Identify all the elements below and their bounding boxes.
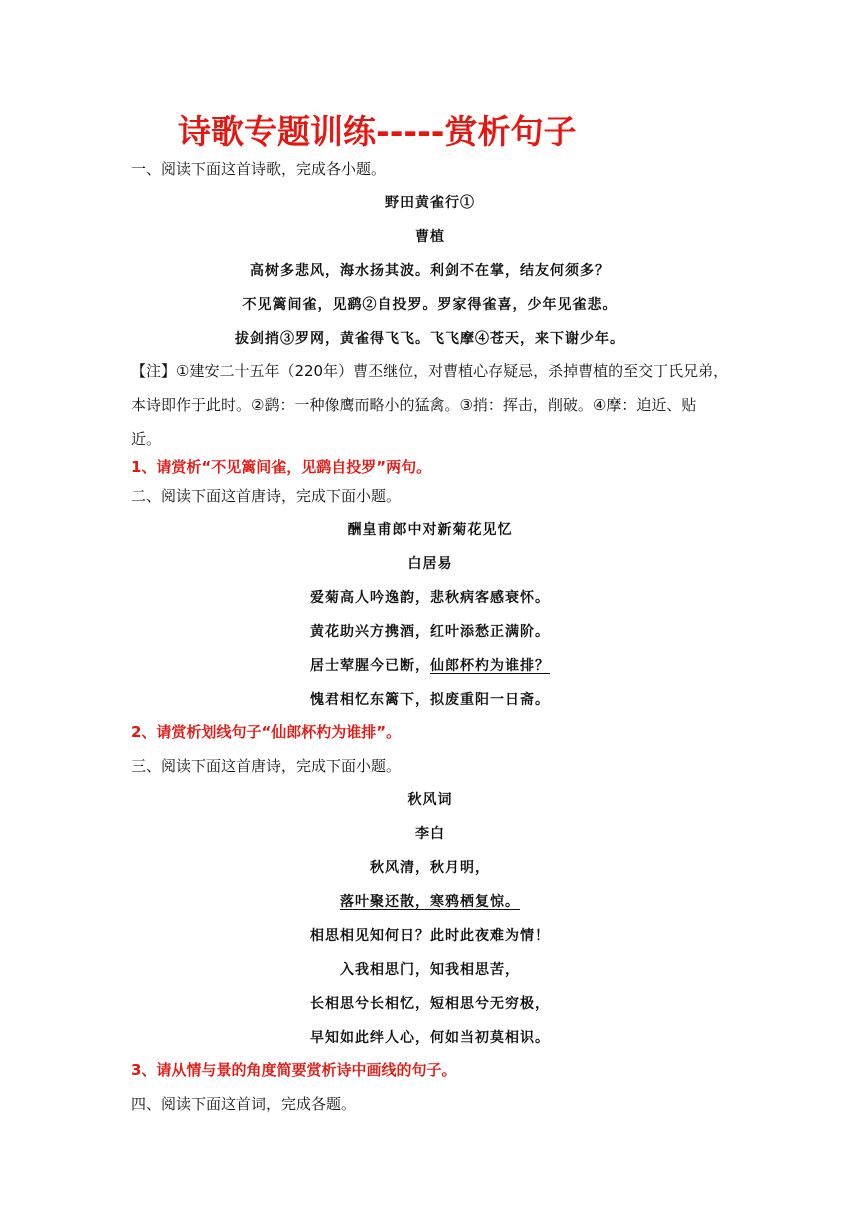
- underlined-sentence: 仙郎杯杓为谁排？: [430, 658, 550, 674]
- section-3-author: 李白: [415, 826, 445, 842]
- section-3-poem-title: 秋风词: [407, 792, 453, 808]
- section-1-poem-line: 不见篱间雀，见鹞②自投罗。罗家得雀喜，少年见雀悲。: [242, 297, 618, 313]
- section-1-note-line: 近。: [131, 430, 162, 448]
- section-3-poem-line: 长相思兮长相忆，短相思兮无穷极，: [310, 996, 550, 1012]
- section-1-note-line: 【注】①建安二十五年（220年）曹丕继位，对曹植心存疑忌，杀掉曹植的至交丁氏兄弟，: [131, 362, 729, 380]
- question-3: 3、请从情与景的角度简要赏析诗中画线的句子。: [131, 1061, 457, 1079]
- question-2: 2、请赏析划线句子“仙郎杯杓为谁排”。: [131, 723, 402, 741]
- section-2-poem-line: 爱菊高人吟逸韵，悲秋病客感衰怀。: [310, 590, 550, 606]
- question-1: 1、请赏析“不见篱间雀，见鹞自投罗”两句。: [131, 458, 432, 476]
- section-2-poem-line: 黄花助兴方携酒，红叶添愁正满阶。: [310, 624, 550, 640]
- section-3-poem-line: 秋风清，秋月明，: [370, 860, 490, 876]
- section-1-author: 曹植: [415, 229, 445, 245]
- section-3-poem-line: 入我相思门，知我相思苦，: [340, 962, 520, 978]
- section-2-author: 白居易: [407, 556, 453, 572]
- section-1-poem-title: 野田黄雀行①: [385, 195, 475, 211]
- section-1-note-line: 本诗即作于此时。②鹞：一种像鹰而略小的猛禽。③捎：挥击，削破。④摩：迫近、贴: [131, 396, 697, 414]
- underlined-sentence: 落叶聚还散，寒鸦栖复惊。: [340, 894, 520, 910]
- section-2-heading: 二、阅读下面这首唐诗，完成下面小题。: [131, 487, 402, 505]
- section-1-heading: 一、阅读下面这首诗歌，完成各小题。: [131, 160, 387, 178]
- section-3-poem-line: 相思相见知何日？此时此夜难为情！: [310, 928, 550, 944]
- section-2-poem-line: 愧君相忆东篱下，拟废重阳一日斋。: [310, 692, 550, 708]
- section-1-poem-line: 拔剑捎③罗网，黄雀得飞飞。飞飞摩④苍天，来下谢少年。: [235, 331, 625, 347]
- section-2-poem-title: 酬皇甫郎中对新菊花见忆: [347, 522, 513, 538]
- section-3-poem-line: 早知如此绊人心，何如当初莫相识。: [310, 1030, 550, 1046]
- section-2-poem-line-start: 居士荤腥今已断，: [310, 658, 430, 674]
- section-1-poem-line: 高树多悲风，海水扬其波。利剑不在掌，结友何须多？: [250, 263, 610, 279]
- page-title: 诗歌专题训练-----赏析句子: [178, 112, 577, 151]
- section-4-heading: 四、阅读下面这首词，完成各题。: [131, 1095, 357, 1113]
- section-3-heading: 三、阅读下面这首唐诗，完成下面小题。: [131, 757, 402, 775]
- section-2-poem-line-with-underline: [0, 655, 860, 675]
- section-3-poem-line-underlined: [0, 891, 860, 911]
